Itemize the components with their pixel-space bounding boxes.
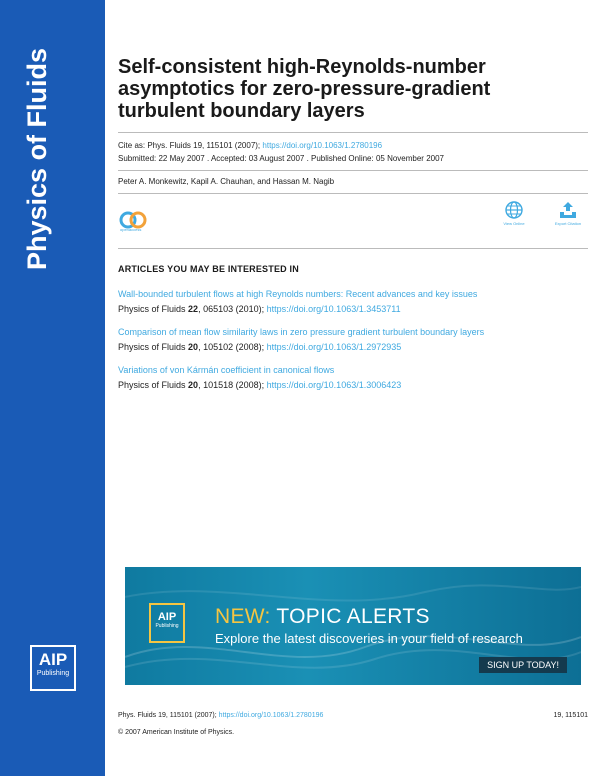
related-article-ref bbox=[118, 302, 477, 317]
divider bbox=[118, 193, 588, 194]
related-article-title-link[interactable]: Variations of von Kármán coefficient in canonical flows bbox=[118, 365, 335, 375]
ref-journal: Physics of Fluids bbox=[118, 304, 186, 314]
divider bbox=[118, 248, 588, 249]
ref-pages: , 105102 (2008); bbox=[198, 342, 265, 352]
divider bbox=[118, 170, 588, 171]
banner-new-word: NEW: bbox=[215, 605, 271, 628]
aip-logo-big: AIP bbox=[38, 650, 68, 669]
open-access-label: openaccess bbox=[120, 227, 142, 232]
ref-volume: 20 bbox=[188, 342, 199, 352]
dates-line: Submitted: 22 May 2007 . Accepted: 03 August 2007 . Published Online: 05 November 2007 bbox=[118, 154, 444, 163]
banner-headline bbox=[215, 605, 430, 629]
related-article-ref bbox=[118, 340, 484, 355]
related-article-doi-link[interactable]: https://doi.org/10.1063/1.2972935 bbox=[266, 342, 402, 352]
aip-logo-small: Publishing bbox=[36, 670, 70, 677]
export-icon bbox=[558, 200, 578, 220]
sign-up-button[interactable]: SIGN UP TODAY! bbox=[479, 657, 567, 673]
view-online-button[interactable] bbox=[494, 200, 534, 226]
related-article-doi-link[interactable]: https://doi.org/10.1063/1.3006423 bbox=[266, 380, 402, 390]
article-title: Self-consistent high-Reynolds-number asymptotics for zero-pressure-gradient turbulent boundary layers bbox=[118, 56, 491, 122]
banner-headline-text: TOPIC ALERTS bbox=[276, 605, 430, 628]
view-online-label: View Online bbox=[503, 221, 525, 226]
banner-subline: Explore the latest discoveries in your field of research bbox=[215, 631, 523, 646]
banner-logo-big: AIP bbox=[157, 611, 177, 623]
banner-logo-small: Publishing bbox=[155, 623, 179, 629]
export-citation-button[interactable] bbox=[548, 200, 588, 226]
related-article-title-link[interactable]: Comparison of mean flow similarity laws in zero pressure gradient turbulent boundary layers bbox=[118, 327, 485, 337]
copyright: © 2007 American Institute of Physics. bbox=[118, 729, 235, 736]
related-article bbox=[118, 363, 401, 393]
topic-alerts-banner[interactable] bbox=[125, 567, 581, 685]
footer-citation bbox=[118, 712, 323, 719]
ref-journal: Physics of Fluids bbox=[118, 342, 186, 352]
aip-publishing-logo bbox=[30, 645, 76, 691]
ref-volume: 22 bbox=[188, 304, 199, 314]
divider bbox=[118, 132, 588, 133]
journal-name: Physics of Fluids bbox=[22, 47, 52, 270]
ref-journal: Physics of Fluids bbox=[118, 380, 186, 390]
export-citation-label: Export Citation bbox=[554, 221, 582, 226]
page-number: 19, 115101 bbox=[553, 712, 588, 719]
related-article-ref bbox=[118, 378, 401, 393]
footer-doi-link[interactable]: https://doi.org/10.1063/1.2780196 bbox=[218, 712, 324, 719]
ref-pages: , 101518 (2008); bbox=[198, 380, 265, 390]
globe-icon bbox=[504, 200, 524, 220]
cite-label: Cite as: Phys. Fluids 19, 115101 (2007); bbox=[118, 141, 261, 150]
related-article bbox=[118, 287, 477, 317]
journal-sidebar bbox=[0, 0, 105, 776]
banner-aip-logo bbox=[149, 603, 185, 643]
related-articles-heading: ARTICLES YOU MAY BE INTERESTED IN bbox=[118, 264, 299, 274]
ref-pages: , 065103 (2010); bbox=[198, 304, 265, 314]
citation-line bbox=[118, 140, 382, 152]
related-article bbox=[118, 325, 484, 355]
related-article-doi-link[interactable]: https://doi.org/10.1063/1.3453711 bbox=[266, 304, 401, 314]
authors: Peter A. Monkewitz, Kapil A. Chauhan, and Hassan M. Nagib bbox=[118, 177, 335, 186]
ref-volume: 20 bbox=[188, 380, 199, 390]
article-doi-link[interactable]: https://doi.org/10.1063/1.2780196 bbox=[262, 141, 383, 150]
footer-cite: Phys. Fluids 19, 115101 (2007); bbox=[118, 712, 217, 719]
related-article-title-link[interactable]: Wall-bounded turbulent flows at high Reynolds numbers: Recent advances and key issues bbox=[118, 289, 478, 299]
